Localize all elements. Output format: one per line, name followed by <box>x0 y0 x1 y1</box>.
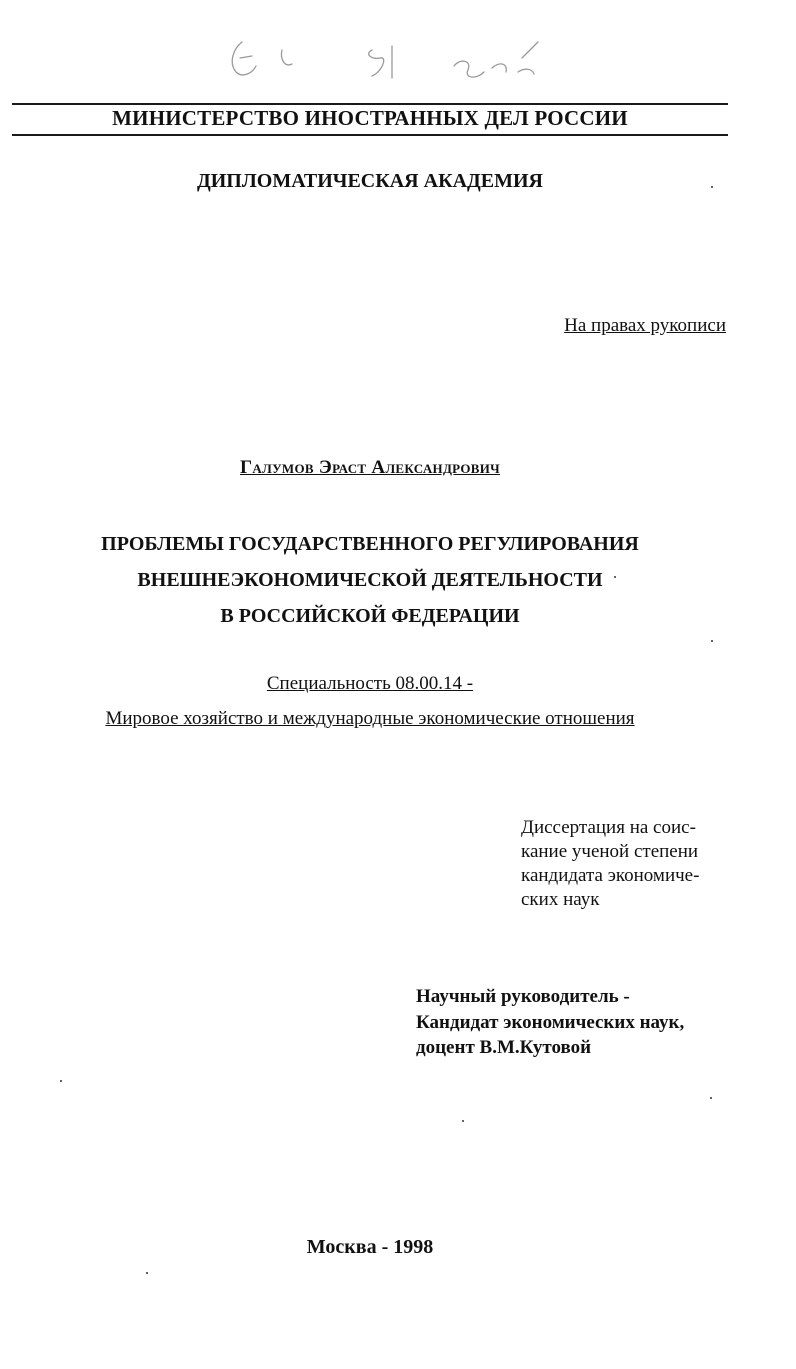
city-year: Москва - 1998 <box>306 1236 434 1258</box>
title-line: В РОССИЙСКОЙ ФЕДЕРАЦИИ <box>220 605 520 627</box>
dissertation-title <box>12 526 728 634</box>
dissertation-line: кание ученой степени <box>521 841 699 862</box>
top-rule <box>12 103 728 105</box>
dissertation-line: Диссертация на соис- <box>521 817 696 838</box>
academy-heading: ДИПЛОМАТИЧЕСКАЯ АКАДЕМИЯ <box>196 170 543 192</box>
scan-speck <box>614 576 616 578</box>
bottom-rule <box>12 134 728 136</box>
supervisor-line: Научный руководитель - <box>416 986 630 1007</box>
scan-speck <box>711 640 713 642</box>
rights-note: На правах рукописи <box>564 315 726 336</box>
title-line: ВНЕШНЕЭКОНОМИЧЕСКОЙ ДЕЯТЕЛЬНОСТИ <box>137 569 603 591</box>
title-line: ПРОБЛЕМЫ ГОСУДАРСТВЕННОГО РЕГУЛИРОВАНИЯ <box>101 533 639 555</box>
scan-speck <box>60 1080 62 1082</box>
scan-speck <box>146 1272 148 1274</box>
scan-speck <box>462 1120 464 1122</box>
dissertation-line: кандидата экономиче- <box>521 865 700 886</box>
scan-speck <box>711 186 713 188</box>
specialty-name: Мировое хозяйство и международные экономические отношения <box>105 708 635 729</box>
dissertation-line: ских наук <box>521 889 600 910</box>
handwritten-mark <box>222 28 562 98</box>
scan-speck <box>710 1097 712 1099</box>
author-name: Галумов Эраст Александрович <box>240 457 500 478</box>
supervisor-line: Кандидат экономических наук, <box>416 1011 685 1033</box>
ministry-heading: МИНИСТЕРСТВО ИНОСТРАННЫХ ДЕЛ РОССИИ <box>112 106 628 130</box>
dissertation-note <box>521 816 699 912</box>
specialty-code: Специальность 08.00.14 - <box>266 673 474 694</box>
supervisor-line: доцент В.М.Кутовой <box>416 1037 592 1058</box>
supervisor-block <box>416 984 684 1061</box>
